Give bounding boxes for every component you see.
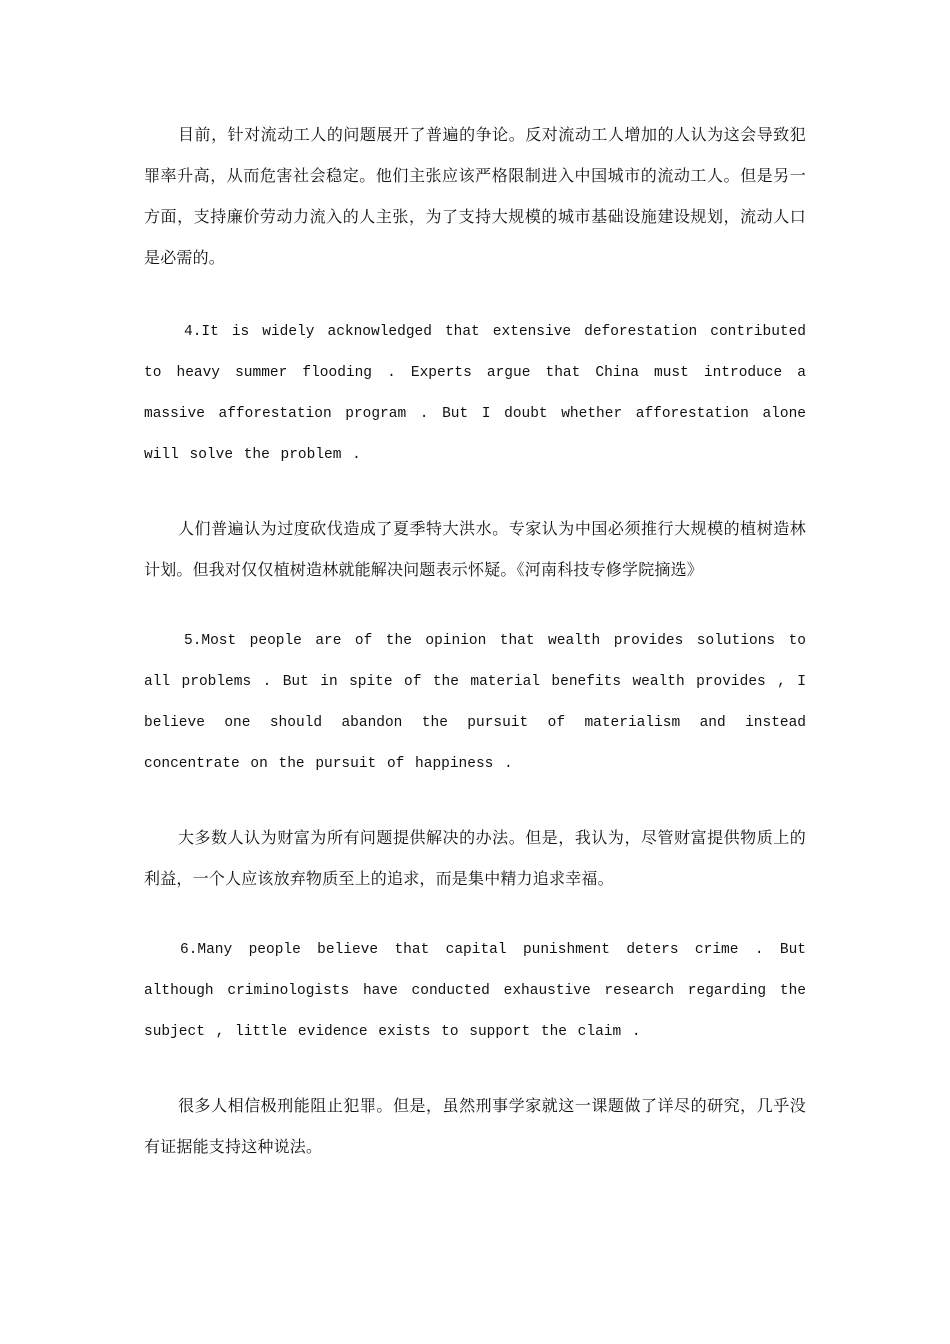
paragraph-en-4: 4.It is widely acknowledged that extensive deforestation contributed to heavy summer flooding . Experts argue that China must introduce a massive afforestation program . But I doubt whether afforestation alone will solve the problem .	[144, 324, 806, 463]
paragraph-en-6: 6.Many people believe that capital punishment deters crime . But although criminologists have conducted exhaustive research regarding the subject , little evidence exists to support the claim .	[144, 942, 806, 1040]
paragraph-zh-5: 大多数人认为财富为所有问题提供解决的办法。但是，我认为，尽管财富提供物质上的利益，一个人应该放弃物质至上的追求，而是集中精力追求幸福。	[144, 828, 806, 888]
paragraph-zh-4: 人们普遍认为过度砍伐造成了夏季特大洪水。专家认为中国必须推行大规模的植树造林计划。但我对仅仅植树造林就能解决问题表示怀疑。《河南科技专修学院摘选》	[144, 519, 806, 579]
paragraph-en-5: 5.Most people are of the opinion that wealth provides solutions to all problems . But in spite of the material benefits wealth provides , I believe one should abandon the pursuit of materialism and instead concentrate on the pursuit of happiness .	[144, 633, 806, 772]
paragraph-zh-6: 很多人相信极刑能阻止犯罪。但是，虽然刑事学家就这一课题做了详尽的研究，几乎没有证据能支持这种说法。	[144, 1096, 806, 1156]
paragraph-zh-1: 目前，针对流动工人的问题展开了普遍的争论。反对流动工人增加的人认为这会导致犯罪率升高，从而危害社会稳定。他们主张应该严格限制进入中国城市的流动工人。但是另一方面，支持廉价劳动力流入的人主张，为了支持大规模的城市基础设施建设规划，流动人口是必需的。	[144, 125, 806, 267]
